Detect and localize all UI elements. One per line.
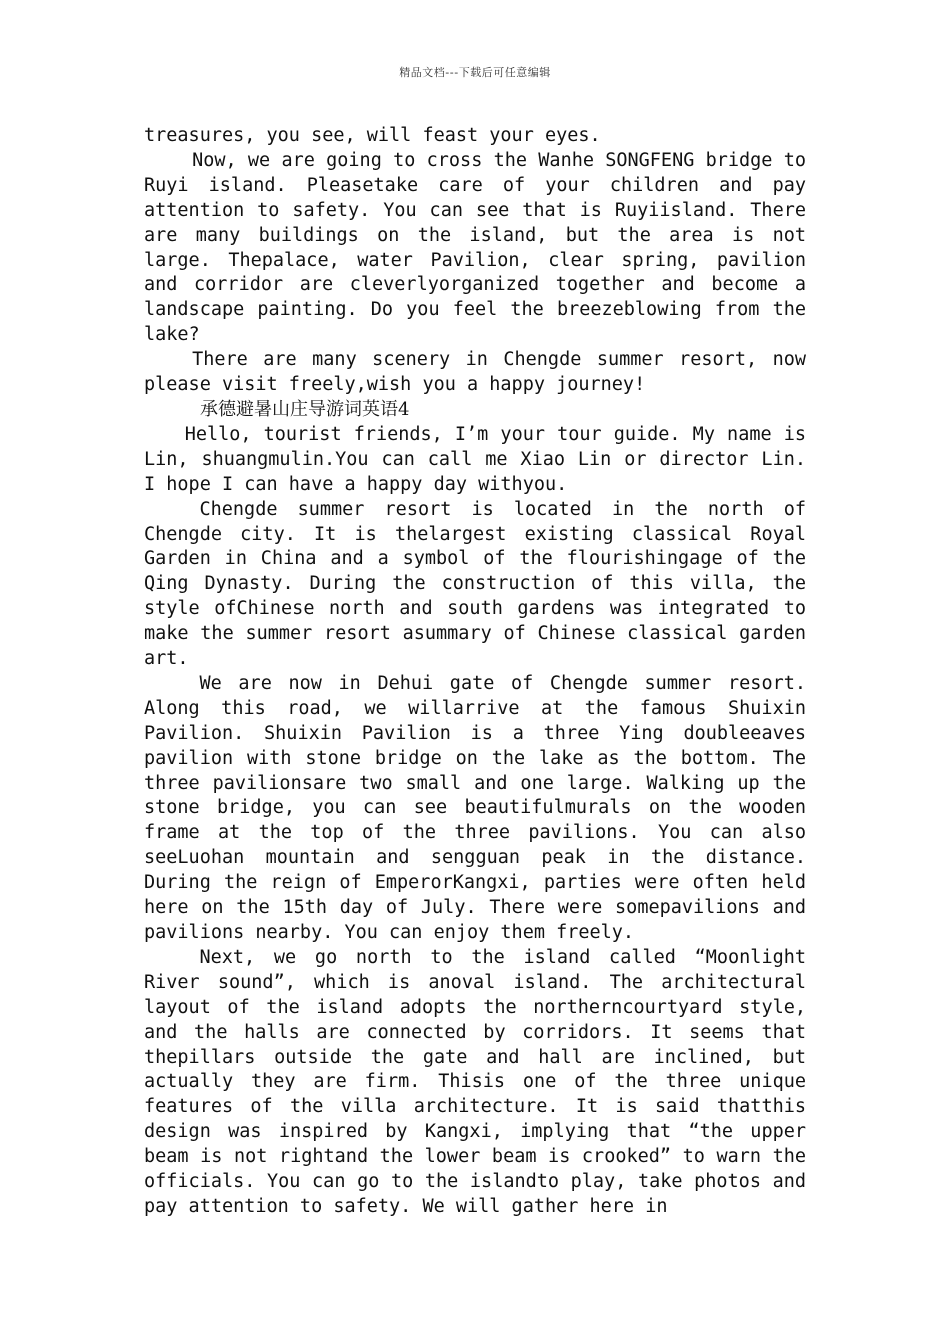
paragraph-continuation: treasures, you see, will feast your eyes. bbox=[144, 125, 601, 146]
paragraph-visit-freely: There are many scenery in Chengde summer resort, now please visit freely,wish you a happy journey! bbox=[144, 349, 806, 396]
section-heading: 承德避暑山庄导游词英语4 bbox=[200, 398, 410, 420]
page-header: 精品文档---下载后可任意编辑 bbox=[399, 66, 551, 79]
paragraph-greeting: Hello, tourist friends, I’m your tour guide. My name is Lin, shuangmulin.You can call me Xiao Lin or director Lin. I hope I can have a happy day withyou. bbox=[144, 423, 806, 495]
paragraph-resort-intro: Chengde summer resort is located in the north of Chengde city. It is thelargest existing classical Royal Garden in China and a symbol of the flourishingage of the Qing Dynasty. During the construction of this villa, the style ofChinese north and south gardens was integrated to make the summer resort asummary of Chinese classical garden art. bbox=[144, 498, 806, 670]
paragraph-ruyi-island: Now, we are going to cross the Wanhe SONGFENG bridge to Ruyi island. Pleasetake care of your children and pay attention to safety. You can see that is Ruyiisland. There are many buildings on the island, but the area is not large. Thepalace, water Pavilion, clear spring, pavilion and corridor are cleverlyorganized together and become a landscape painting. Do you feel the breezeblowing from the lake? bbox=[144, 149, 806, 346]
paragraph-shuixin-pavilion: We are now in Dehui gate of Chengde summer resort. Along this road, we willarrive at the famous Shuixin Pavilion. Shuixin Pavilion is a three Ying doubleeaves pavilion with stone bridge on the lake as the bottom. The three pavilionsare two small and one large. Walking up the stone bridge, you can see beautifulmurals on the wooden frame at the top of the three pavilions. You can also seeLuohan mountain and sengguan peak in the distance. During the reign of EmperorKangxi, parties were often held here on the 15th day of July. There were somepavilions and pavilions nearby. You can enjoy them freely. bbox=[144, 672, 806, 943]
document-body bbox=[144, 124, 806, 1220]
paragraph-moonlight-river: Next, we go north to the island called “Moonlight River sound”, which is anoval island. The architectural layout of the island adopts the northerncourtyard style, and the halls are connected by corridors. It seems that thepillars outside the gate and hall are inclined, but actually they are firm. Thisis one of the three unique features of the villa architecture. It is said thatthis design was inspired by Kangxi, implying that “the upper beam is not rightand the lower beam is crooked” to warn the officials. You can go to the islandto play, take photos and pay attention to safety. We will gather here in bbox=[144, 946, 806, 1217]
